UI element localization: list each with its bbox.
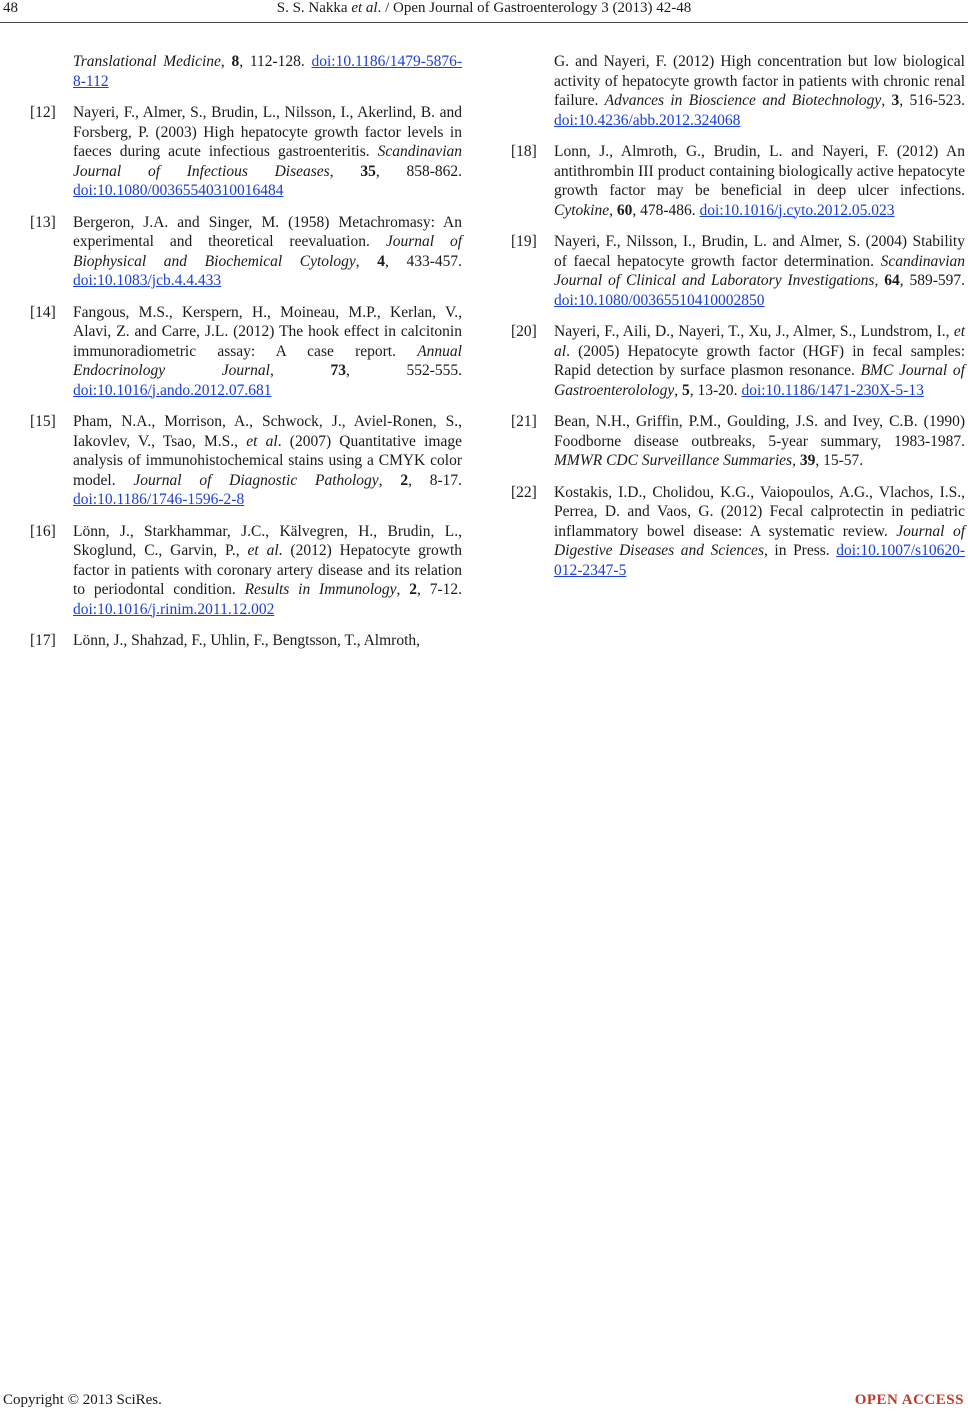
doi-link[interactable]: doi:10.1083/jcb.4.4.433 [73,272,222,289]
italic-title: Scandinavian Journal of Clinical and Laboratory Investigations [554,252,965,289]
reference-entry [30,303,462,401]
doi-link[interactable]: doi:10.1186/1746-1596-2-8 [73,491,245,508]
citation-text: Bean, N.H., Griffin, P.M., Goulding, J.S. and Ivey, C.B. (1990) Foodborne disease outbreaks, 5-year summary, 1983-1987. [554,413,965,450]
citation-text: Kostakis, I.D., Cholidou, K.G., Vaiopoulos, A.G., Vlachos, I.S., Perrea, D. and Vaos, G. (2012) Fecal calprotectin in pediatric inflammatory bowel disease: A systematic review. [554,483,965,540]
doi-link[interactable]: doi:10.1080/00365510410002850 [554,291,765,309]
citation-text: , 8-17. [408,471,463,489]
citation-text: Nayeri, F., Almer, S., Brudin, L., Nilsson, I., Akerlind, B. and Forsberg, P. (2003) High hepatocyte growth factor levels in faeces during acute infectious gastroenteritis. [73,104,462,160]
reference-text [73,412,462,510]
running-title-etal: et al [351,0,378,16]
citation-text: , [874,272,885,289]
italic-title: Results in Immunology [244,581,397,598]
citation-text: , 516-523. [899,92,966,109]
volume-number: 4 [377,252,385,270]
italic-title: Scandinavian Journal of Infectious Diseases [73,143,462,180]
reference-text [73,522,462,620]
reference-number: [21] [511,413,537,430]
citation-text: , [378,471,401,489]
italic-title: et al [246,432,278,450]
reference-number: [19] [511,233,537,250]
citation-text: Nayeri, F., Nilsson, I., Brudin, L. and Almer, S. (2004) Stability of faecal hepatocyte growth factor determination. [554,233,965,270]
copyright-notice: Copyright © 2013 SciRes. [3,1392,162,1408]
italic-title: Journal of Diagnostic Pathology [133,471,379,489]
volume-number: 2 [400,471,409,489]
citation-text: Nayeri, F., Aili, D., Nayeri, T., Xu, J., Almer, S., Lundstrom, I., [554,323,954,340]
reference-entry [511,412,965,471]
citation-text: Fangous, M.S., Kerspern, H., Moineau, M.P., Kerlan, V., Alavi, Z. and Carre, J.L. (2012) The hook effect in calcitonin immunoradiometric assay: A case report. [73,303,462,360]
italic-title: Translational Medicine [73,53,221,70]
doi-link[interactable]: doi:10.1016/j.cyto.2012.05.023 [699,201,895,219]
citation-text: , [609,201,617,219]
doi-link[interactable]: doi:10.1007/s10620-012-2347-5 [554,542,965,579]
reference-entry [511,322,965,400]
citation-text: G. and Nayeri, F. (2012) High concentration but low biological activity of hepatocyte growth factor in patients with chronic renal failure. [554,53,965,109]
citation-text: , 589-597. [899,272,965,289]
reference-number: [13] [30,213,56,231]
reference-text [73,103,462,201]
italic-title: MMWR CDC Surveillance Summaries [554,452,793,469]
reference-entry [30,522,462,620]
citation-text: , [792,452,800,469]
reference-number: [12] [30,104,56,121]
citation-text: Lonn, J., Almroth, G., Brudin, L. and Nayeri, F. (2012) An antithrombin III product containing biologically active hepatocyte growth factor may be beneficial in deep ulcer infections. [554,143,965,199]
reference-number: [15] [30,413,56,430]
citation-text: , [220,53,232,70]
volume-number: 5 [682,381,690,399]
citation-text: , 478-486. [632,201,700,219]
italic-title: Journal of Digestive Diseases and Sciences [554,522,966,559]
reference-text [73,631,462,651]
italic-title: et al [247,542,279,559]
volume-number: 8 [231,53,240,70]
citation-text: , [881,92,892,109]
reference-entry [30,412,462,510]
doi-link[interactable]: doi:10.1016/j.ando.2012.07.681 [73,381,272,399]
italic-title: et al [554,323,965,360]
reference-entry [30,631,462,651]
page-header [0,0,968,22]
citation-text: . (2007) Quantitative image analysis of immunohistochemical stains using a CMYK color model. [73,432,462,489]
running-title [0,0,968,17]
reference-entry [511,142,965,220]
reference-number: [18] [511,143,537,160]
citation-text: , 112-128. [239,53,312,70]
reference-text [554,483,965,581]
volume-number: 35 [360,162,376,180]
citation-text: , in Press. [763,542,837,559]
italic-title: Journal of Biophysical and Biochemical Cytology [73,233,462,270]
citation-text: Lönn, J., Starkhammar, J.C., Kälvegren, H., Brudin, L., Skoglund, C., Garvin, P., [73,522,462,559]
doi-link[interactable]: doi:10.1016/j.rinim.2011.12.002 [73,600,275,618]
reference-text [554,412,965,471]
reference-text [554,232,965,310]
citation-text: , [396,581,410,598]
volume-number: 64 [884,272,900,289]
italic-title: Advances in Bioscience and Biotechnology [604,92,882,109]
citation-text: , 15-57. [815,452,864,469]
reference-text [73,303,462,401]
reference-number: [16] [30,522,56,540]
reference-entry [30,103,462,201]
references-left-column [30,52,462,663]
reference-entry [511,483,965,581]
citation-text: Bergeron, J.A. and Singer, M. (1958) Metachromasy: An experimental and theoretical reevaluation. [73,213,462,250]
reference-entry [30,213,462,291]
citation-text: . (2005) Hepatocyte growth factor (HGF) in fecal samples: Rapid detection by surface plasmon resonance. [554,342,965,379]
citation-text: Pham, N.A., Morrison, A., Schwock, J., Aviel-Ronen, S., Iakovlev, V., Tsao, M.S., [73,413,462,450]
italic-title: Annual Endocrinology Journal [73,342,462,379]
reference-entry [30,52,462,91]
italic-title: BMC Journal of Gastroenterolology [554,362,965,399]
reference-number: [17] [30,632,56,649]
reference-text [73,213,462,291]
italic-title: Cytokine [554,201,610,219]
citation-text: , [355,252,378,270]
running-title-authors: S. S. Nakka [276,0,352,16]
doi-link[interactable]: doi:10.4236/abb.2012.324068 [554,111,741,129]
reference-entry [511,232,965,310]
doi-link[interactable]: doi:10.1186/1479-5876-8-112 [73,53,463,90]
citation-text: , [269,362,331,379]
citation-text: Lönn, J., Shahzad, F., Uhlin, F., Bengtsson, T., Almroth, [73,632,420,649]
page-number: 48 [3,0,18,16]
citation-text: , 7-12. [417,581,462,598]
reference-number: [22] [511,483,537,501]
reference-number: [14] [30,303,56,321]
volume-number: 60 [616,201,633,219]
reference-entry [511,52,965,130]
reference-text [554,52,965,130]
citation-text: , [674,381,683,399]
citation-text: , [329,162,361,180]
volume-number: 39 [799,452,816,469]
volume-number: 73 [330,362,346,379]
reference-number: [20] [511,323,537,340]
reference-text [554,322,965,400]
page-footer [0,1392,968,1414]
citation-text: , 13-20. [689,381,742,399]
citation-text: , 433-457. [384,252,462,270]
doi-link[interactable]: doi:10.1186/1471-230X-5-13 [741,381,924,399]
reference-text [554,142,965,220]
reference-text [73,52,462,91]
citation-text: . (2012) Hepatocyte growth factor in patients with coronary artery disease and its relation to periodontal condition. [73,542,463,598]
volume-number: 3 [891,92,900,109]
volume-number: 2 [409,581,417,598]
running-title-journal: . / Open Journal of Gastroenterology 3 (2013) 42-48 [377,0,692,16]
references-right-column [511,52,965,592]
citation-text: , 552-555. [345,362,463,379]
doi-link[interactable]: doi:10.1080/00365540310016484 [73,182,284,199]
header-rule [0,22,968,23]
citation-text: , 858-862. [375,162,462,180]
open-access-label: OPEN ACCESS [854,1392,964,1408]
